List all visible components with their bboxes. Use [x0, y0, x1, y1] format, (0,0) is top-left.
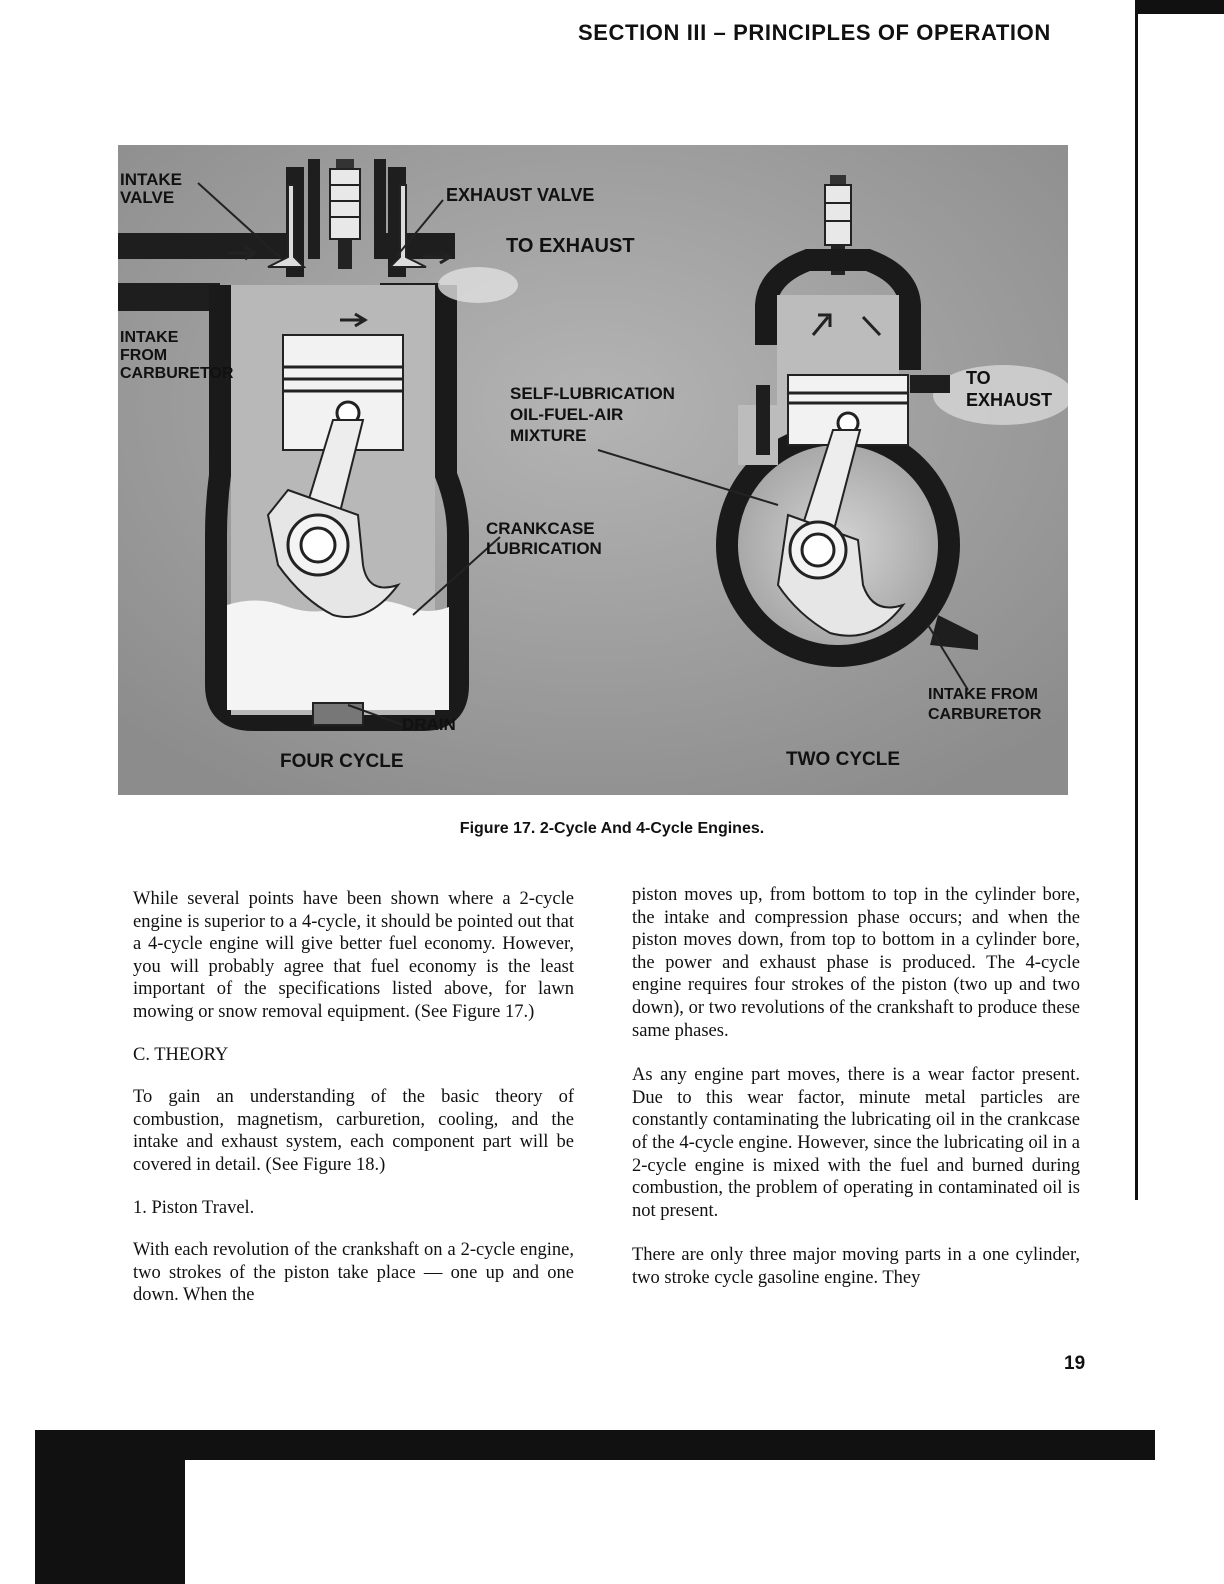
- label-to-exhaust-right: TO EXHAUST: [966, 368, 1053, 410]
- left-paragraph-2: To gain an understanding of the basic theory of combustion, magnetism, carburetion, cooling, and the intake and exhaust system, each component part will be covered in detail. (See Figure 18.): [133, 1087, 574, 1175]
- right-paragraph-3: There are only three major moving parts in a one cylinder, two stroke cycle gasoline engine. They: [632, 1245, 1080, 1288]
- label-two-cycle: TWO CYCLE: [786, 749, 900, 770]
- engine-figure: [118, 145, 1068, 795]
- heading-piston-travel: 1. Piston Travel.: [133, 1197, 255, 1218]
- label-four-cycle: FOUR CYCLE: [280, 751, 404, 772]
- label-self-lubrication: SELF-LUBRICATION OIL-FUEL-AIR MIXTURE: [510, 384, 675, 445]
- label-intake-from-carburetor-two-cycle: INTAKE FROM CARBURETOR: [928, 686, 1042, 723]
- page-number: 19: [1064, 1353, 1086, 1374]
- figure-caption: Figure 17. 2-Cycle And 4-Cycle Engines.: [459, 820, 765, 837]
- bottom-scan-bar: [35, 1430, 1155, 1460]
- right-paragraph-1: piston moves up, from bottom to top in the cylinder bore, the intake and compression phase occurs; and when the piston moves down, from top to bottom in a cylinder bore, the power and exhaust phase is produced. The 4-cycle engine requires four strokes of the piston (two up and two down), or two revolutions of the crankshaft to produce these same phases.: [632, 885, 1080, 1041]
- right-column: [632, 884, 1080, 1290]
- left-paragraph-1: While several points have been shown where a 2-cycle engine is superior to a 4-cycle, it should be pointed out that a 4-cycle engine will give better fuel economy. However, you will probably agree that fuel economy is the least important of the specifications listed above, for lawn mowing or snow removal equipment. (See Figure 17.): [133, 889, 574, 1022]
- label-crankcase-lubrication: CRANKCASE LUBRICATION: [486, 519, 602, 558]
- right-paragraph-2: As any engine part moves, there is a wear factor present. Due to this wear factor, minute metal particles are constantly contaminating the lubricating oil in the crankcase of the 4-cycle engine. However, since the lubricating oil in a 2-cycle engine is mixed with the fuel and burned during combustion, the problem of operating in contaminated oil is not present.: [632, 1065, 1080, 1221]
- heading-theory: C. THEORY: [133, 1044, 229, 1065]
- page-edge-tab: [1135, 0, 1224, 14]
- label-intake-from-carburetor: INTAKE FROM CARBURETOR: [120, 329, 234, 382]
- label-drain: DRAIN: [402, 715, 456, 734]
- page-edge-bar: [1135, 0, 1138, 1200]
- label-to-exhaust-top: TO EXHAUST: [506, 235, 635, 257]
- section-header: SECTION III – PRINCIPLES OF OPERATION: [578, 20, 1051, 45]
- bottom-scan-block: [35, 1455, 185, 1584]
- label-exhaust-valve: EXHAUST VALVE: [446, 185, 595, 205]
- left-paragraph-3: With each revolution of the crankshaft on a 2-cycle engine, two strokes of the piston take place — one up and one down. When the: [133, 1240, 574, 1306]
- label-intake-valve: INTAKE VALVE: [120, 170, 183, 207]
- left-column: [133, 888, 574, 1307]
